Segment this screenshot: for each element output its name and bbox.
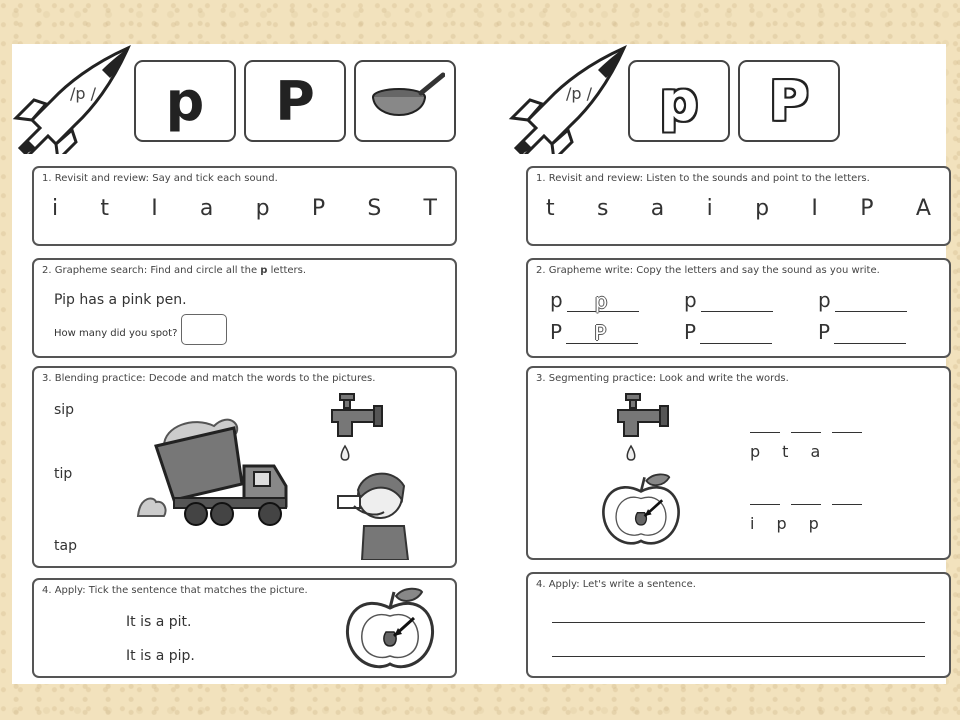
worksheet-page — [12, 44, 946, 684]
tap-icon[interactable] — [326, 390, 386, 470]
letter[interactable]: S — [367, 196, 382, 221]
letter: p — [776, 514, 787, 533]
blank-line[interactable] — [791, 432, 821, 433]
saucepan-tile — [354, 60, 456, 142]
word-sip[interactable]: sip — [54, 402, 75, 418]
saucepan-icon — [365, 71, 445, 131]
letter[interactable]: A — [915, 196, 931, 221]
segment-letters-pip — [750, 514, 819, 533]
write-line[interactable] — [567, 289, 639, 313]
write-letter: p — [818, 288, 831, 312]
write-row-lowercase — [684, 288, 773, 312]
section-title: 1. Revisit and review: Say and tick each sound. — [42, 173, 278, 184]
letter[interactable]: p — [255, 196, 270, 221]
letter[interactable]: P — [860, 196, 874, 221]
blank-line[interactable] — [750, 504, 780, 505]
letter[interactable]: I — [811, 196, 818, 221]
blank-line[interactable] — [750, 432, 780, 433]
section-grapheme-write — [526, 258, 951, 358]
uppercase-p-tile — [244, 60, 346, 142]
tap-icon — [612, 390, 672, 470]
spot-question: How many did you spot? — [54, 328, 178, 339]
write-line[interactable] — [566, 321, 638, 345]
letter: p — [750, 442, 761, 461]
worksheet-right — [508, 44, 953, 684]
lowercase-p-tile — [628, 60, 730, 142]
section-segmenting-practice — [526, 366, 951, 560]
letter[interactable]: s — [596, 196, 609, 221]
write-line[interactable] — [701, 293, 773, 312]
letter[interactable]: t — [100, 196, 109, 221]
write-letter: p — [550, 288, 563, 312]
section-title: 2. Grapheme write: Copy the letters and say the sound as you write. — [536, 265, 880, 276]
section-revisit-review — [32, 166, 457, 246]
tile-letter: P — [769, 69, 809, 133]
word-tip[interactable]: tip — [54, 466, 73, 482]
apple-icon — [598, 472, 684, 548]
letter[interactable]: P — [311, 196, 326, 221]
blank-line[interactable] — [791, 504, 821, 505]
search-sentence[interactable]: Pip has a pink pen. — [54, 292, 187, 308]
letter: i — [750, 514, 755, 533]
write-row-lowercase — [550, 288, 639, 312]
phoneme-label: /p / — [566, 84, 593, 103]
write-letter: P — [818, 320, 831, 344]
section-title — [42, 265, 306, 276]
letter: t — [782, 442, 789, 461]
section-title: 4. Apply: Let's write a sentence. — [536, 579, 696, 590]
write-line[interactable] — [700, 325, 772, 344]
section-blending-practice — [32, 366, 457, 568]
word-tap[interactable]: tap — [54, 538, 77, 554]
drinking-boy-icon[interactable] — [334, 466, 414, 560]
title-text: letters. — [267, 265, 307, 276]
letter[interactable]: i — [706, 196, 713, 221]
section-title: 4. Apply: Tick the sentence that matches the picture. — [42, 585, 308, 596]
letter[interactable]: p — [755, 196, 770, 221]
writing-line[interactable] — [552, 622, 925, 623]
section-revisit-review-right — [526, 166, 951, 246]
worksheet-left — [12, 44, 457, 684]
trace-letter: p — [594, 289, 608, 313]
letter[interactable]: a — [199, 196, 214, 221]
title-bold-letter: p — [260, 265, 268, 276]
section-title: 3. Segmenting practice: Look and write the words. — [536, 373, 789, 384]
section-apply-left — [32, 578, 457, 678]
write-row-lowercase — [818, 288, 907, 312]
sound-letters — [546, 196, 931, 221]
tile-letter: p — [165, 69, 205, 133]
uppercase-p-tile — [738, 60, 840, 142]
sentence-option-pip[interactable]: It is a pip. — [126, 648, 195, 664]
write-line[interactable] — [835, 293, 907, 312]
letter[interactable]: t — [546, 196, 555, 221]
write-letter: P — [550, 320, 563, 344]
tile-letter: p — [659, 69, 699, 133]
letter[interactable]: a — [650, 196, 665, 221]
section-title: 1. Revisit and review: Listen to the sounds and point to the letters. — [536, 173, 870, 184]
letter: p — [808, 514, 819, 533]
lowercase-p-tile — [134, 60, 236, 142]
blank-line[interactable] — [832, 432, 862, 433]
write-line[interactable] — [834, 325, 906, 344]
letter: a — [810, 442, 821, 461]
apple-icon — [342, 586, 438, 672]
segment-blanks[interactable] — [750, 418, 873, 437]
letter[interactable]: i — [52, 196, 59, 221]
letter[interactable]: T — [423, 196, 437, 221]
section-title: 3. Blending practice: Decode and match the words to the pictures. — [42, 373, 376, 384]
letter[interactable]: I — [151, 196, 158, 221]
segment-blanks[interactable] — [750, 490, 873, 509]
write-row-uppercase — [550, 320, 638, 344]
section-grapheme-search — [32, 258, 457, 358]
write-row-uppercase — [818, 320, 906, 344]
segment-letters-tap — [750, 442, 820, 461]
section-apply-right — [526, 572, 951, 678]
writing-line[interactable] — [552, 656, 925, 657]
write-letter: P — [684, 320, 697, 344]
write-row-uppercase — [684, 320, 772, 344]
title-text: 2. Grapheme search: Find and circle all the — [42, 265, 261, 276]
trace-letter: P — [594, 321, 607, 345]
sentence-option-pit[interactable]: It is a pit. — [126, 614, 192, 630]
phoneme-label: /p / — [70, 84, 97, 103]
spot-count-box[interactable] — [181, 314, 227, 345]
blank-line[interactable] — [832, 504, 862, 505]
write-letter: p — [684, 288, 697, 312]
tile-letter: P — [275, 69, 315, 133]
sound-letters — [52, 196, 437, 221]
dump-truck-icon[interactable] — [134, 406, 294, 526]
